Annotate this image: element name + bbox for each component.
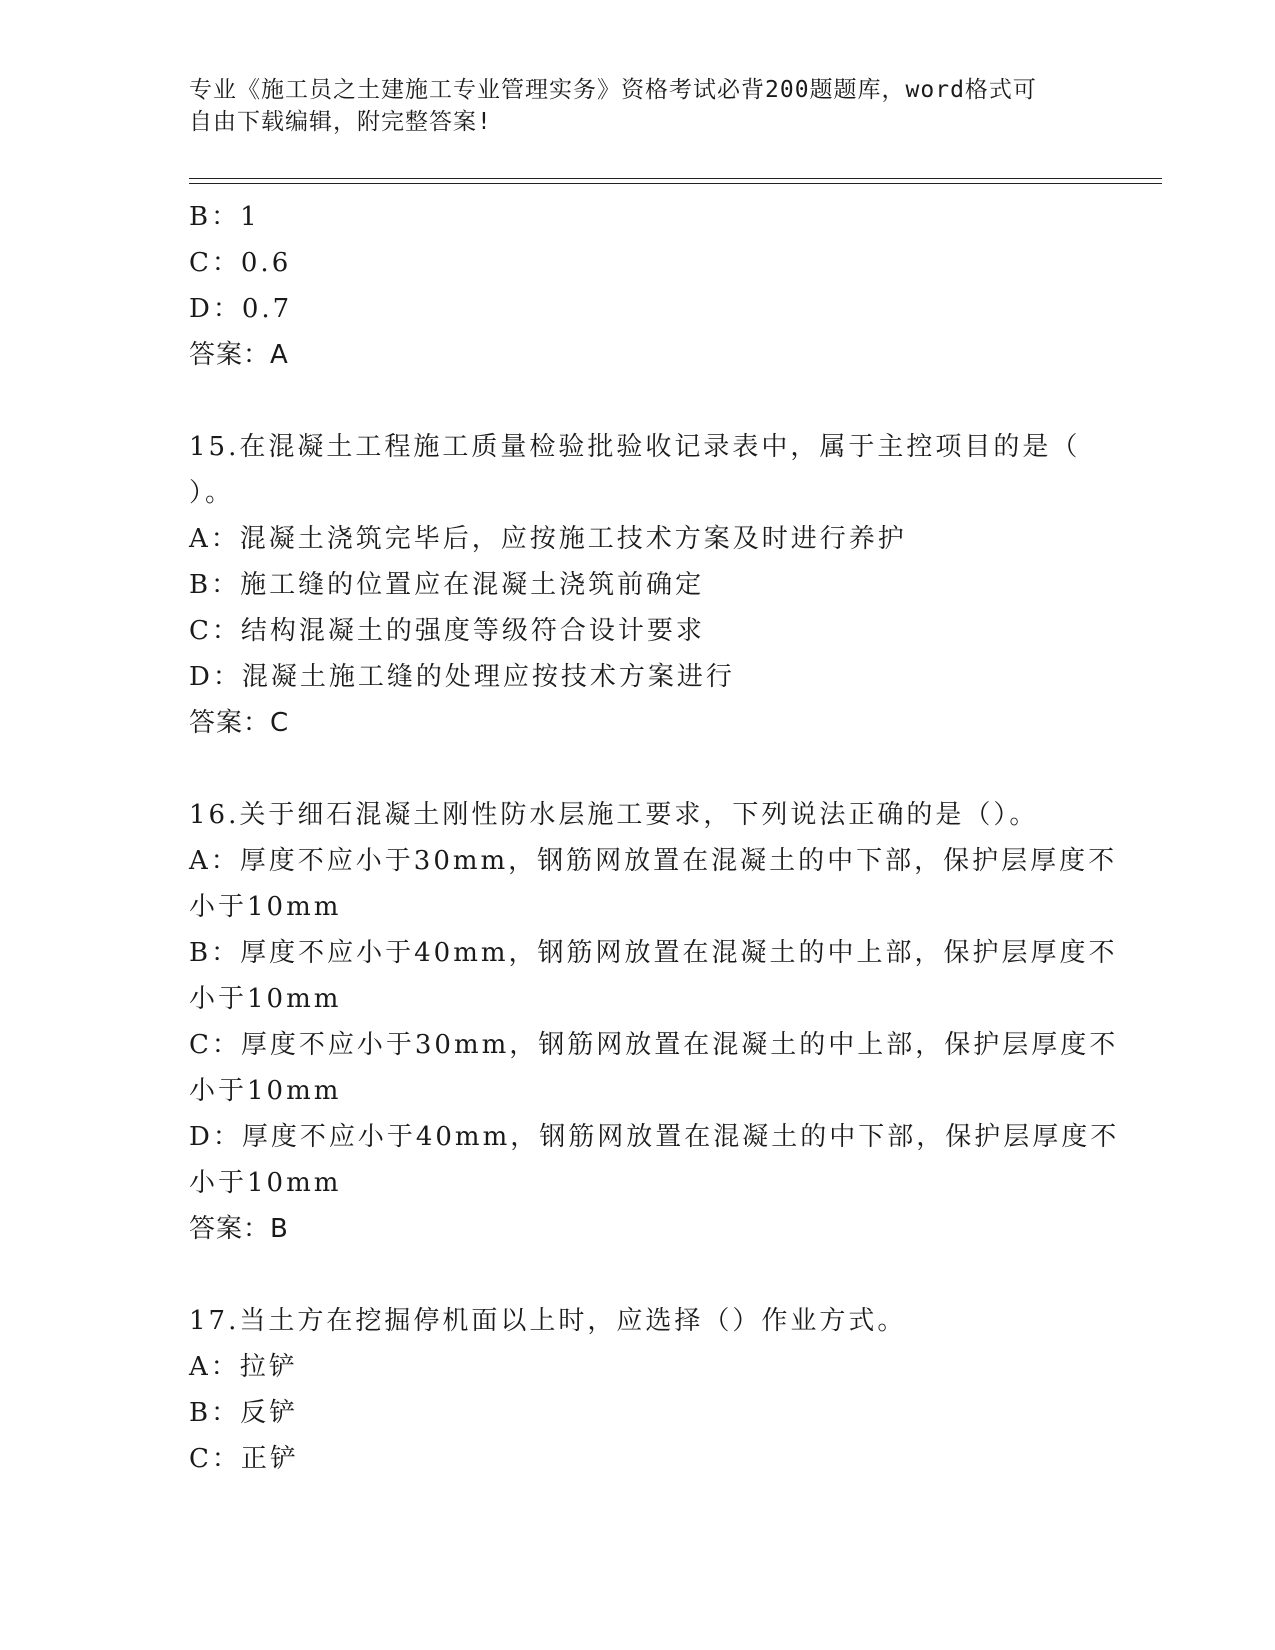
question-content — [189, 194, 1120, 1482]
question-17-stem: 17.当土方在挖掘停机面以上时，应选择（）作业方式。 — [189, 1306, 907, 1336]
answer-line: 答案：A — [189, 340, 289, 370]
question-15-option-d: D：混凝土施工缝的处理应按技术方案进行 — [189, 662, 735, 692]
spacer — [189, 746, 1089, 792]
question-16-stem: 16.关于细石混凝土刚性防水层施工要求，下列说法正确的是（）。 — [189, 800, 1039, 830]
spacer — [189, 1252, 1089, 1298]
option-b: B：1 — [189, 202, 260, 232]
question-16-option-b-cont: 小于10mm — [189, 984, 342, 1014]
header-line-1: 专业《施工员之土建施工专业管理实务》资格考试必背200题题库，word格式可 — [189, 77, 1037, 103]
spacer — [189, 378, 1089, 424]
question-15-stem-cont: ）。 — [189, 478, 235, 508]
option-d: D：0.7 — [189, 294, 293, 324]
question-16-option-c-cont: 小于10mm — [189, 1076, 342, 1106]
question-17-option-a: A：拉铲 — [189, 1352, 298, 1382]
question-15-answer: 答案：C — [189, 708, 290, 738]
question-16-answer: 答案：B — [189, 1214, 289, 1244]
question-15-option-c: C：结构混凝土的强度等级符合设计要求 — [189, 616, 705, 646]
question-16-option-d-cont: 小于10mm — [189, 1168, 342, 1198]
header-rule-bottom — [189, 183, 1162, 184]
question-17-option-b: B：反铲 — [189, 1398, 299, 1428]
question-16-option-a-cont: 小于10mm — [189, 892, 342, 922]
question-15-option-a: A：混凝土浇筑完毕后，应按施工技术方案及时进行养护 — [189, 524, 907, 554]
header-line-2: 自由下载编辑，附完整答案! — [189, 109, 492, 135]
question-15-option-b: B：施工缝的位置应在混凝土浇筑前确定 — [189, 570, 705, 600]
question-16-option-a: A：厚度不应小于30mm，钢筋网放置在混凝土的中下部，保护层厚度不 — [189, 846, 1118, 876]
question-16-option-d: D：厚度不应小于40mm，钢筋网放置在混凝土的中下部，保护层厚度不 — [189, 1122, 1120, 1152]
header-rule-top — [189, 178, 1162, 179]
page-header — [189, 74, 1089, 138]
option-c: C：0.6 — [189, 248, 292, 278]
question-16-option-b: B：厚度不应小于40mm，钢筋网放置在混凝土的中上部，保护层厚度不 — [189, 938, 1118, 968]
question-16-option-c: C：厚度不应小于30mm，钢筋网放置在混凝土的中上部，保护层厚度不 — [189, 1030, 1119, 1060]
question-17-option-c: C：正铲 — [189, 1444, 299, 1474]
question-15-stem: 15.在混凝土工程施工质量检验批验收记录表中，属于主控项目的是（ — [189, 432, 1081, 462]
